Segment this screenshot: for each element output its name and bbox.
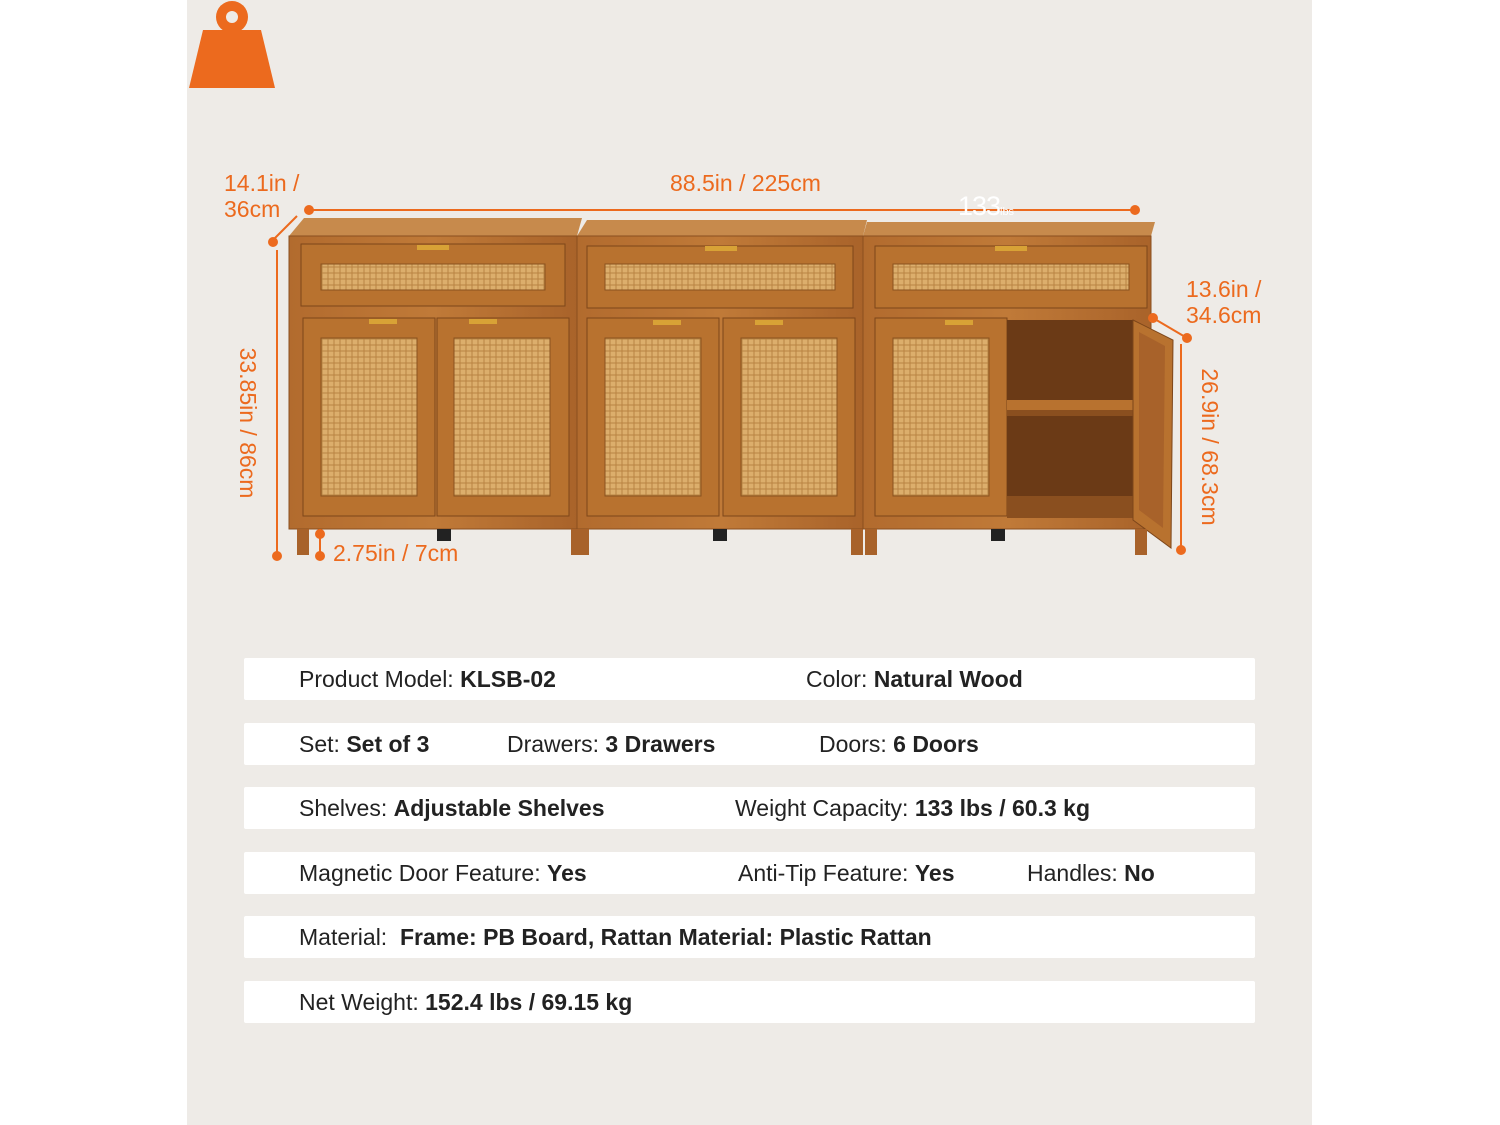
spec-magnetic-door (299, 852, 587, 894)
spec-value: KLSB-02 (460, 666, 556, 692)
cabinet-middle (571, 220, 867, 555)
inner-height-label: 26.9in / 68.3cm (1197, 368, 1223, 526)
spec-row-4 (244, 852, 1255, 894)
door-depth-label: 13.6in / 34.6cm (1186, 276, 1262, 328)
width-label: 88.5in / 225cm (670, 170, 821, 196)
spec-doors (819, 723, 979, 765)
spec-product-model (299, 658, 556, 700)
depth-label: 14.1in / 36cm (224, 170, 300, 222)
spec-row-1 (244, 658, 1255, 700)
product-dimension-figure (187, 0, 1312, 620)
spec-value: Natural Wood (873, 666, 1023, 692)
spec-set (299, 723, 429, 765)
spec-anti-tip (738, 852, 954, 894)
spec-material (299, 916, 932, 958)
spec-value: Set of 3 (346, 731, 430, 757)
spec-row-3 (244, 787, 1255, 829)
spec-label: Magnetic Door Feature: (299, 860, 541, 886)
spec-label: Shelves: (299, 795, 388, 821)
weight-icon (187, 0, 277, 92)
spec-value: Yes (914, 860, 955, 886)
spec-row-2 (244, 723, 1255, 765)
spec-label: Weight Capacity: (735, 795, 909, 821)
spec-value: Adjustable Shelves (393, 795, 605, 821)
spec-row-6 (244, 981, 1255, 1023)
spec-label: Set: (299, 731, 340, 757)
height-label: 33.85in / 86cm (235, 347, 261, 499)
spec-label: Anti-Tip Feature: (738, 860, 909, 886)
weight-badge-text (947, 190, 1025, 228)
weight-value: 133 (957, 191, 1000, 221)
product-panel (187, 0, 1312, 1125)
spec-value: Yes (547, 860, 587, 886)
spec-value: 6 Doors (893, 731, 979, 757)
spec-label: Material: (299, 924, 388, 950)
spec-label: Drawers: (507, 731, 600, 757)
spec-label: Color: (806, 666, 868, 692)
spec-net-weight (299, 981, 632, 1023)
spec-shelves (299, 787, 605, 829)
spec-label: Handles: (1027, 860, 1118, 886)
spec-value: No (1124, 860, 1155, 886)
spec-value: Frame: PB Board, Rattan Material: Plastic Rattan (393, 924, 932, 950)
spec-label: Product Model: (299, 666, 454, 692)
spec-value: 3 Drawers (605, 731, 716, 757)
spec-row-5 (244, 916, 1255, 958)
spec-handles (1027, 852, 1155, 894)
spec-drawers (507, 723, 715, 765)
cabinet-right (863, 222, 1173, 555)
sideboard-illustration (187, 0, 1312, 620)
weight-unit: lbs (1000, 206, 1015, 218)
spec-weight-capacity (735, 787, 1090, 829)
cabinet-left (289, 218, 583, 555)
spec-value: 133 lbs / 60.3 kg (914, 795, 1090, 821)
spec-value: 152.4 lbs / 69.15 kg (425, 989, 633, 1015)
spec-label: Doors: (819, 731, 887, 757)
spec-color (806, 658, 1023, 700)
spec-label: Net Weight: (299, 989, 419, 1015)
leg-height-label: 2.75in / 7cm (333, 540, 459, 566)
